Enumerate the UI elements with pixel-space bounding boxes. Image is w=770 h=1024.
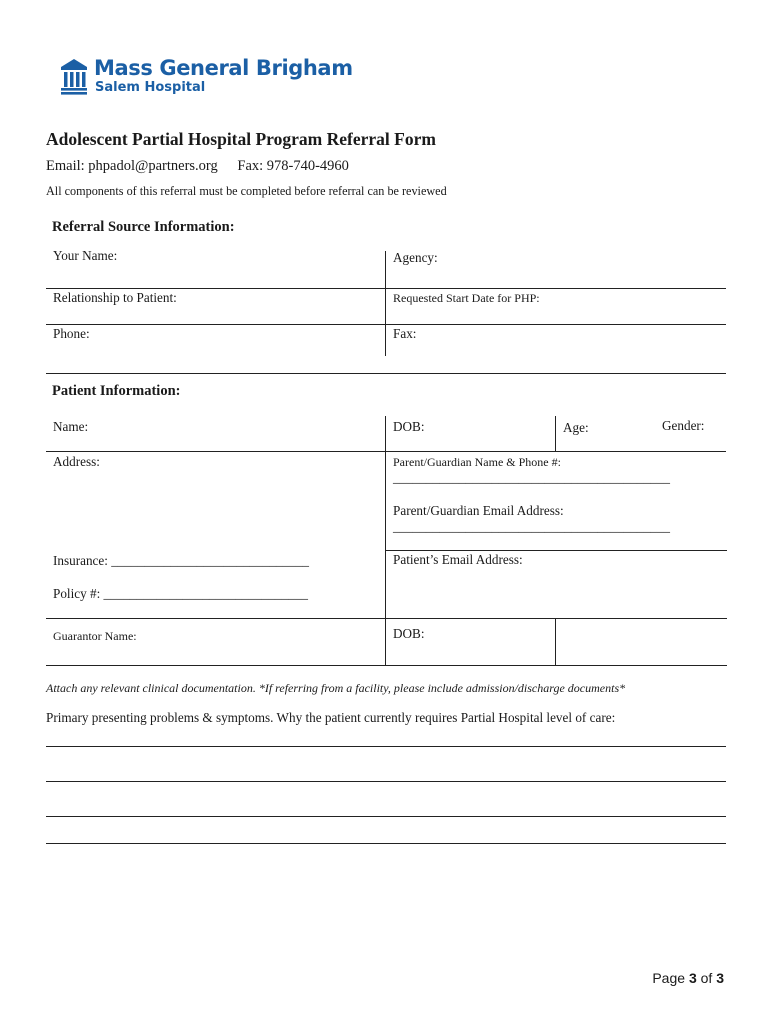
brand-subtitle: Salem Hospital: [95, 80, 206, 95]
contact-email: Email: phpadol@partners.org: [46, 158, 218, 174]
patient-dob-field[interactable]: DOB:: [393, 419, 425, 434]
patient-info-heading: Patient Information:: [52, 383, 181, 399]
page-word: Page: [652, 970, 686, 986]
page-total: 3: [716, 970, 724, 986]
column-divider: [385, 251, 386, 356]
guarantor-name-field[interactable]: Guarantor Name:: [53, 629, 137, 643]
attach-note: Attach any relevant clinical documentation. *If referring from a facility, please include admission/discharge documents*: [46, 681, 626, 695]
column-divider: [555, 618, 556, 665]
contact-fax: Fax: 978-740-4960: [237, 158, 349, 174]
relationship-field[interactable]: Relationship to Patient:: [53, 290, 177, 305]
referral-source-heading: Referral Source Information:: [52, 219, 235, 235]
guarantor-dob-field[interactable]: DOB:: [393, 626, 425, 641]
fax-field[interactable]: Fax:: [393, 326, 417, 341]
guardian-email-line: __________________________________________: [393, 519, 670, 534]
section-divider: [46, 373, 726, 374]
patient-name-field[interactable]: Name:: [53, 419, 89, 434]
column-divider: [555, 416, 556, 451]
answer-line[interactable]: [46, 781, 726, 782]
answer-line[interactable]: [46, 816, 726, 817]
phone-field[interactable]: Phone:: [53, 326, 90, 341]
start-date-field[interactable]: Requested Start Date for PHP:: [393, 291, 540, 305]
insurance-field[interactable]: Insurance: ______________________________: [53, 553, 310, 568]
guardian-phone-field[interactable]: Parent/Guardian Name & Phone #:: [393, 455, 561, 469]
page-current: 3: [688, 970, 697, 986]
patient-gender-field[interactable]: Gender:: [662, 418, 705, 433]
page-indicator: [652, 970, 724, 986]
guardian-email-field[interactable]: Parent/Guardian Email Address:: [393, 503, 564, 518]
brand-name: Mass General Brigham: [94, 56, 353, 80]
patient-age-field[interactable]: Age:: [563, 420, 589, 435]
agency-field[interactable]: Agency:: [393, 250, 438, 265]
divider: [46, 324, 726, 325]
completion-notice: All components of this referral must be completed before referral can be reviewed: [46, 184, 447, 198]
divider: [46, 451, 726, 452]
answer-line[interactable]: [46, 843, 726, 844]
divider: [46, 618, 727, 619]
form-title: Adolescent Partial Hospital Program Referral Form: [46, 129, 436, 149]
divider: [46, 288, 726, 289]
page-of: of: [700, 970, 713, 986]
hospital-building-icon: [60, 58, 88, 96]
column-divider: [385, 416, 386, 665]
answer-line[interactable]: [46, 746, 726, 747]
patient-address-field[interactable]: Address:: [53, 454, 100, 469]
guardian-phone-line: __________________________________________: [393, 470, 670, 485]
patient-email-field[interactable]: Patient’s Email Address:: [393, 552, 523, 567]
your-name-field[interactable]: Your Name:: [53, 248, 118, 263]
policy-field[interactable]: Policy #: _______________________________: [53, 586, 308, 601]
section-divider: [46, 665, 727, 666]
divider: [386, 550, 727, 551]
presenting-problems-label: Primary presenting problems & symptoms. Why the patient currently requires Partial Hospital level of care:: [46, 710, 616, 725]
contact-line: [46, 158, 349, 175]
